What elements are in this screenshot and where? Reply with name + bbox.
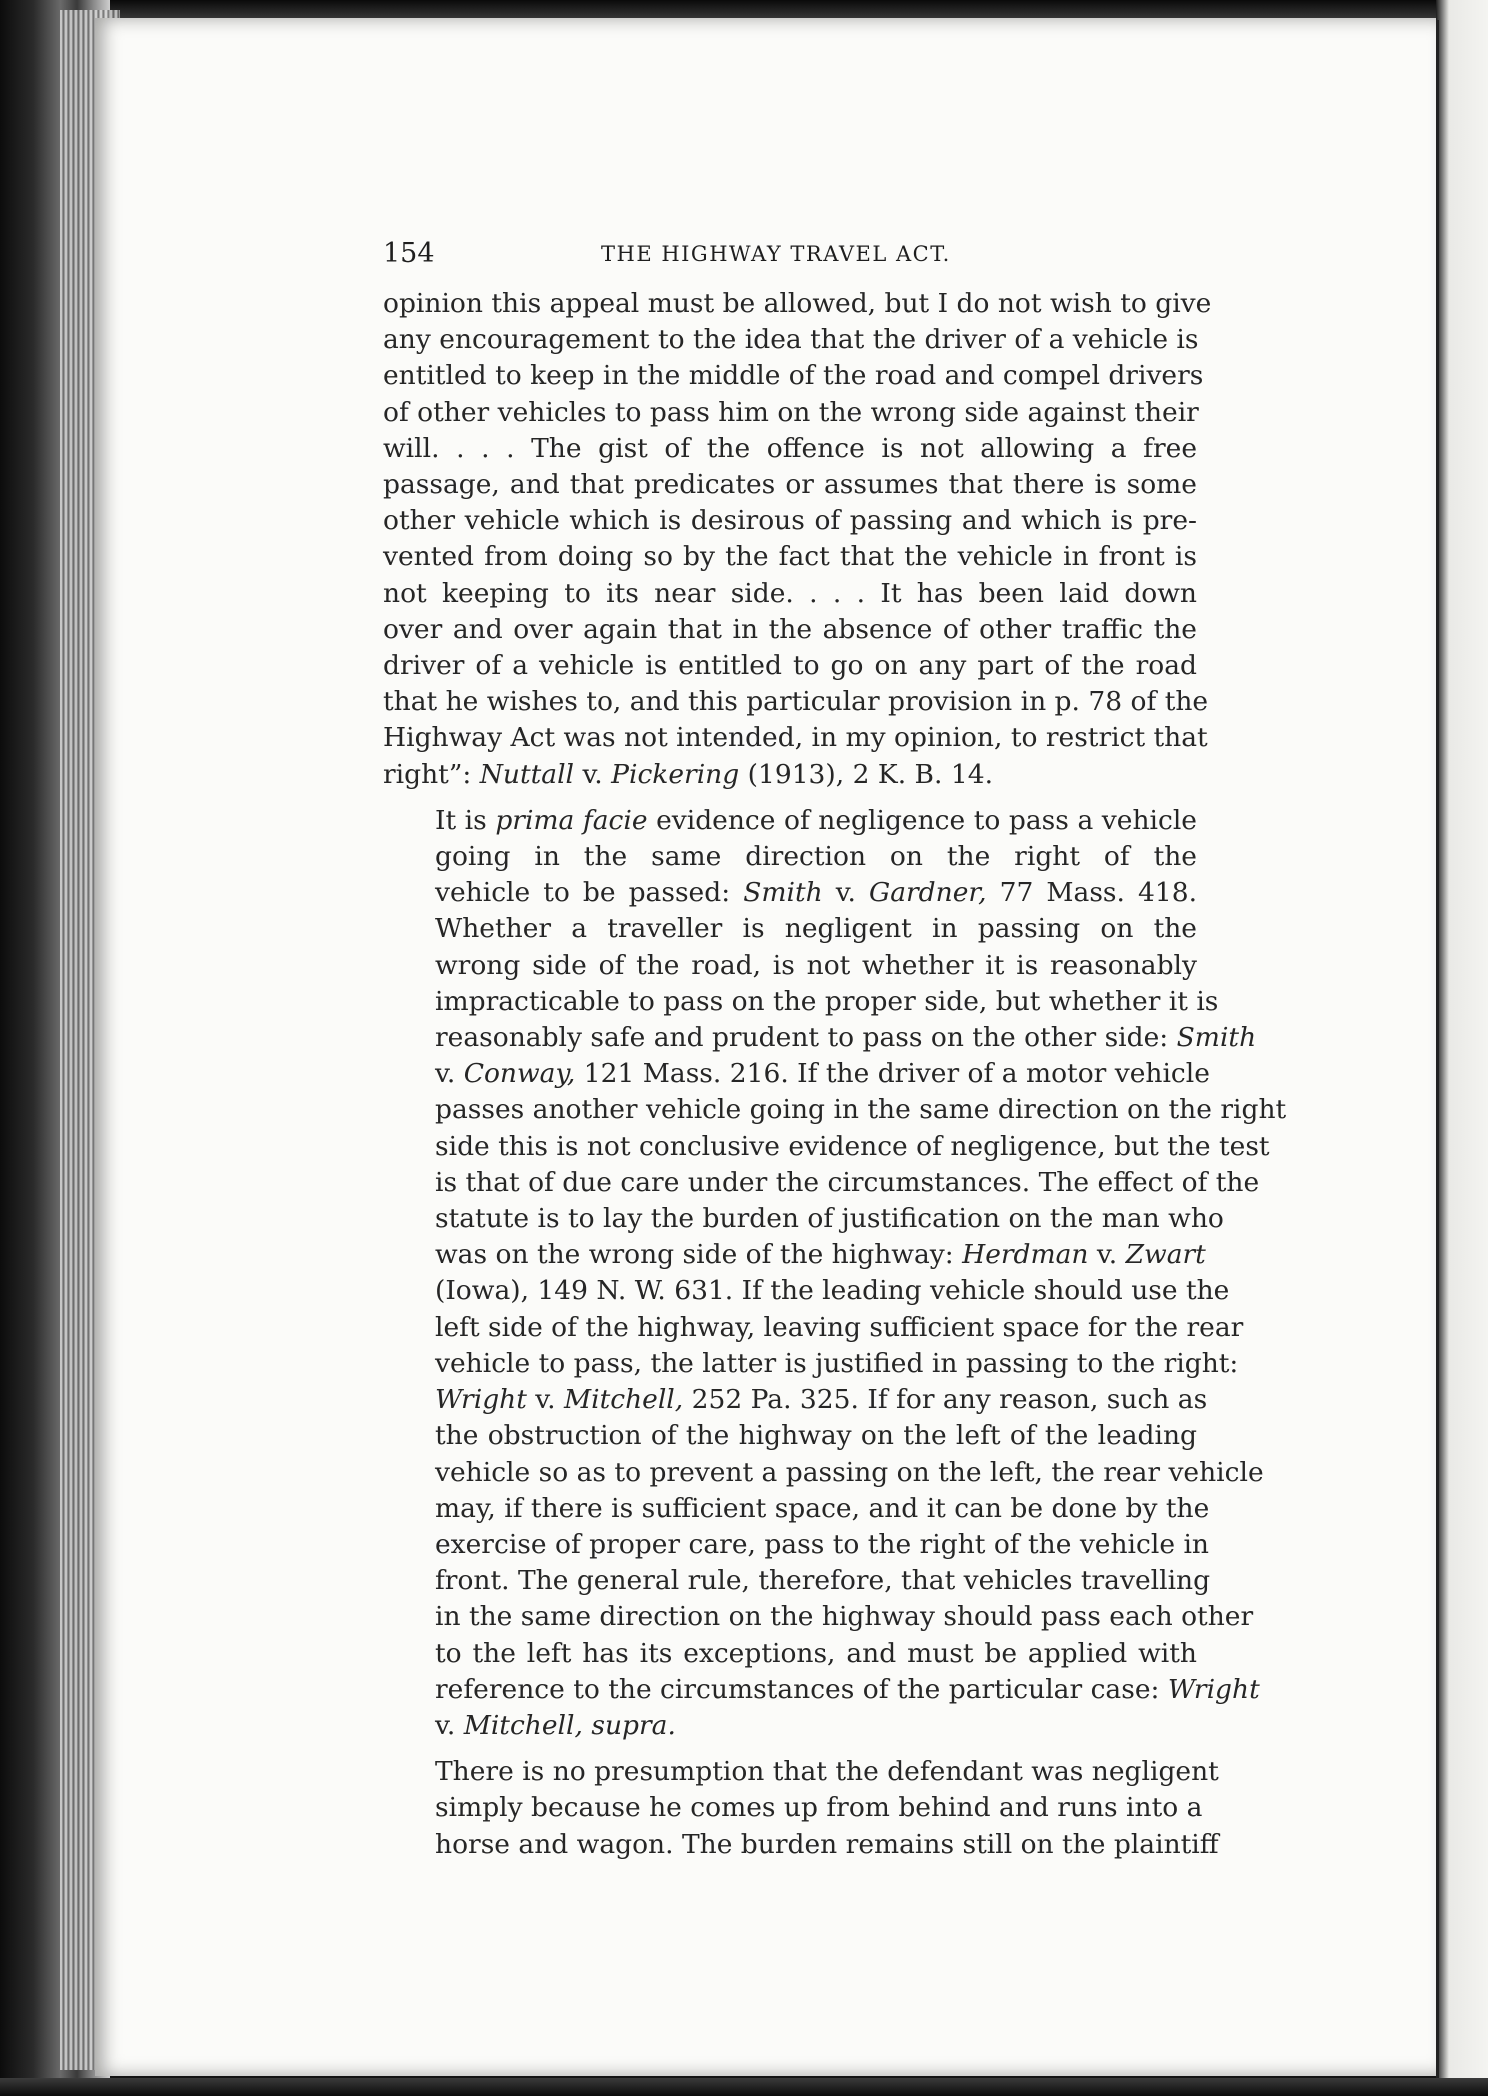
text-line: not keeping to its near side. . . . It has been laid down xyxy=(383,577,1197,609)
text-line: side this is not conclusive evidence of negligence, but the test xyxy=(435,1130,1270,1162)
text-line: vehicle to pass, the latter is justified in passing to the right: xyxy=(435,1347,1239,1379)
paragraph xyxy=(383,286,1212,793)
scan-bottom-edge xyxy=(0,2078,1488,2096)
text-line: Whether a traveller is negligent in passing on the xyxy=(435,913,1197,945)
text-line: wrong side of the road, is not whether it is reasonably xyxy=(435,949,1197,981)
text-line: was on the wrong side of the highway: Herdman v. Zwart xyxy=(435,1239,1206,1271)
text-line: impracticable to pass on the proper side, but whether it is xyxy=(435,985,1219,1017)
text-line: (Iowa), 149 N. W. 631. If the leading vehicle should use the xyxy=(435,1275,1230,1307)
text-line: in the same direction on the highway should pass each other xyxy=(435,1601,1254,1633)
text-line: driver of a vehicle is entitled to go on any part of the road xyxy=(383,650,1197,682)
text-line: that he wishes to, and this particular provision in p. 78 of the xyxy=(383,686,1209,718)
text-line: statute is to lay the burden of justification on the man who xyxy=(435,1203,1224,1235)
text-line: vehicle to be passed: Smith v. Gardner, 77 Mass. 418. xyxy=(435,877,1197,909)
text-line: of other vehicles to pass him on the wrong side against their xyxy=(383,396,1199,428)
scan-top-edge xyxy=(0,0,1488,20)
text-line: passes another vehicle going in the same direction on the right xyxy=(435,1094,1287,1126)
text-line: going in the same direction on the right of the xyxy=(435,841,1197,873)
facing-page-edge xyxy=(1436,0,1488,2096)
running-title: THE HIGHWAY TRAVEL ACT. xyxy=(601,242,951,266)
text-line: other vehicle which is desirous of passing and which is pre- xyxy=(383,505,1197,537)
text-line: left side of the highway, leaving sufficient space for the rear xyxy=(435,1311,1244,1343)
text-line: There is no presumption that the defendant was negligent xyxy=(435,1756,1219,1788)
text-line: vehicle so as to prevent a passing on the left, the rear vehicle xyxy=(435,1456,1264,1488)
text-line: v. Mitchell, supra. xyxy=(435,1709,676,1741)
text-line: over and over again that in the absence of other traffic the xyxy=(383,613,1197,645)
text-line: any encouragement to the idea that the driver of a vehicle is xyxy=(383,324,1199,356)
text-line: vented from doing so by the fact that the vehicle in front is xyxy=(383,541,1197,573)
text-line: passage, and that predicates or assumes that there is some xyxy=(383,469,1197,501)
text-line: Highway Act was not intended, in my opinion, to restrict that xyxy=(383,722,1208,754)
text-line: the obstruction of the highway on the left of the leading xyxy=(435,1420,1197,1452)
page-number: 154 xyxy=(383,238,435,269)
text-line: may, if there is sufficient space, and it can be done by the xyxy=(435,1492,1210,1524)
paragraph xyxy=(383,1754,1219,1863)
text-line: will. . . . The gist of the offence is not allowing a free xyxy=(383,432,1197,464)
paragraph xyxy=(383,803,1287,1744)
body-text xyxy=(383,286,1287,1863)
text-line: front. The general rule, therefore, that vehicles travelling xyxy=(435,1565,1211,1597)
text-line: reference to the circumstances of the particular case: Wright xyxy=(435,1673,1260,1705)
text-line: is that of due care under the circumstances. The effect of the xyxy=(435,1166,1260,1198)
text-line: simply because he comes up from behind and runs into a xyxy=(435,1792,1203,1824)
text-line: to the left has its exceptions, and must be applied with xyxy=(435,1637,1197,1669)
text-line: right”: Nuttall v. Pickering (1913), 2 K. B. 14. xyxy=(383,758,994,790)
text-line: opinion this appeal must be allowed, but I do not wish to give xyxy=(383,288,1212,319)
text-line: entitled to keep in the middle of the road and compel drivers xyxy=(383,360,1204,392)
text-line: horse and wagon. The burden remains still on the plaintiff xyxy=(435,1828,1219,1860)
text-line: exercise of proper care, pass to the right of the vehicle in xyxy=(435,1528,1209,1560)
page-gutter-line xyxy=(1436,20,1439,2080)
text-line: Wright v. Mitchell, 252 Pa. 325. If for any reason, such as xyxy=(435,1384,1208,1416)
text-line: reasonably safe and prudent to pass on the other side: Smith xyxy=(435,1022,1257,1054)
page-header xyxy=(383,234,1198,274)
text-line: It is prima facie evidence of negligence to pass a vehicle xyxy=(435,804,1197,836)
text-line: v. Conway, 121 Mass. 216. If the driver of a motor vehicle xyxy=(435,1058,1210,1090)
